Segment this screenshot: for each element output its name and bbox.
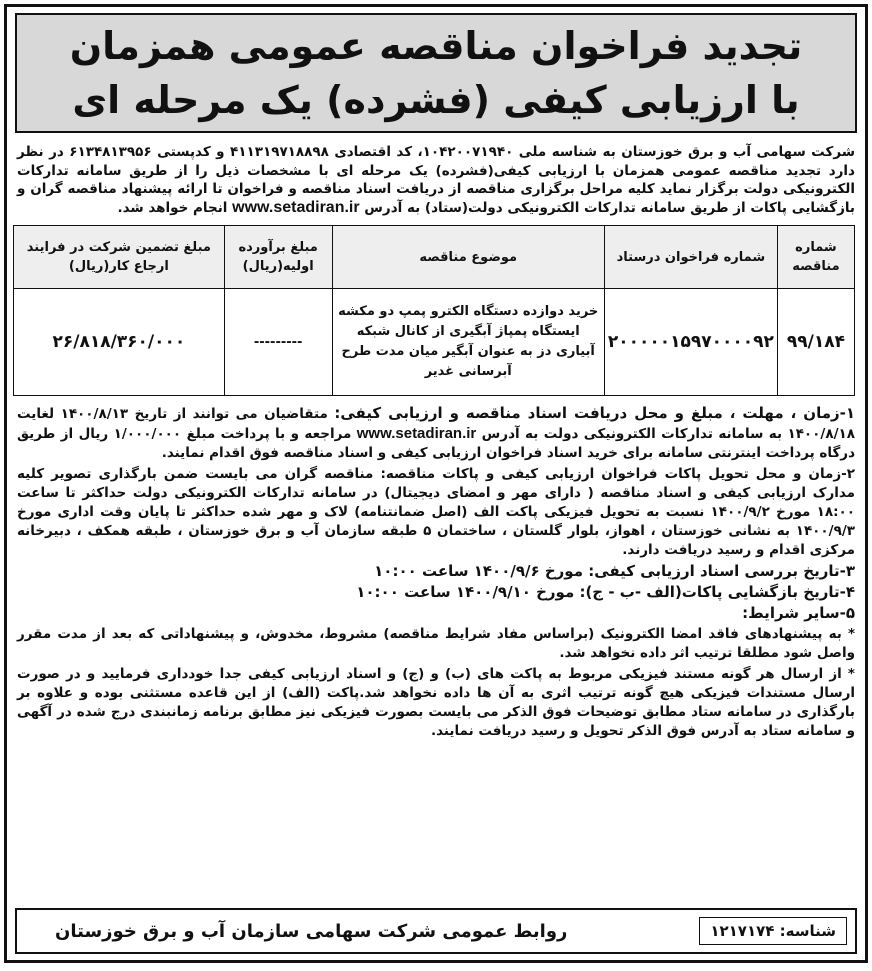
headline-banner [15,13,857,133]
section-1-heading: ۱-زمان ، مهلت ، مبلغ و محل دریافت اسناد مناقصه و ارزیابی کیفی: [334,404,856,422]
intro-paragraph [17,143,855,217]
section-1-tail: مراجعه و با پرداخت مبلغ ۱/۰۰۰/۰۰۰ ریال از طریق درگاه پرداخت اینترنتی سامانه برای خرید اسناد فراخوان ارزیابی کیفی و اسناد مناقصه فوق اقدام نمایند. [17,426,855,461]
section-2: ۲-زمان و محل تحویل پاکات فراخوان ارزیابی کیفی و پاکات مناقصه: مناقصه گران می بایست ضمن بارگذاری تصویر کلیه مدارک ارزیابی کیفی و اسناد مناقصه ( دارای مهر و امضای دیجیتال) در سامانه تدارکات الکترونیکی دولت حداکثر تا ساعت ۱۸:۰۰ مورخ ۱۴۰۰/۹/۲ نسبت به تحویل فیزیکی پاکت الف (اصل ضمانتنامه) لاک و مهر شده حداکثر تا پایان وقت اداری مورخ ۱۴۰۰/۹/۳ به نشانی خوزستان ، اهواز، بلوار گلستان ، ساختمان ۵ طبقه سازمان آب و برق خوزستان ، طبقه همکف ، دبیرخانه مرکزی اقدام و رسید دریافت دارند. [17,466,856,558]
header-estimate: مبلغ برآورده اولیه(ریال) [224,226,332,289]
intro-text: شرکت سهامی آب و برق خوزستان به شناسه ملی ۱۰۴۲۰۰۷۱۹۴۰، کد اقتصادی ۴۱۱۳۱۹۷۱۸۸۹۸ و کدپستی ۶۱۳۴۸۱۳۹۵۶ در نظر دارد تجدید مناقصه عمومی همزمان با ارزیابی کیفی(فشرده) یک مرحله ای با مشخصات ذیل را از طریق سامانه تدارکات الکترونیکی دولت برگزار نماید کلیه مراحل برگزاری مناقصه از دریافت اسناد مناقصه و فراخوان تا ارائه پیشنهاد مناقصه گران و بازگشایی پاکات از طریق سامانه تدارکات الکترونیکی دولت(ستاد) به آدرس [17,144,856,216]
footer [15,908,857,954]
section-5: ۵-سایر شرایط: [742,604,855,622]
section-1-body: متقاضیان می توانند از تاریخ ۱۴۰۰/۸/۱۳ لغایت ۱۴۰۰/۸/۱۸ به سامانه تدارکات الکترونیکی دولت به آدرس [17,406,855,442]
intro-end: انجام خواهد شد. [117,199,228,216]
header-tender-no: شماره مناقصه [777,226,854,289]
condition-bullet-2: * از ارسال هر گونه مستند فیزیکی مربوط به پاکت های (ب) و (ج) و اسناد ارزیابی کیفی جدا خودداری فرمایید و در صورت ارسال مستندات فیزیکی هیچ گونه ترتیب اثری به آن ها داده نخواهد شد.پاکت (الف) از این قاعده مستثنی بوده و علاوه بر بارگذاری در سامانه ستاد مطابق توضیحات فوق الذکر می بایست بصورت فیزیکی نیز مطابق برنامه زمانبندی درج شده در آگهی و سامانه ستاد به آدرس فوق الذکر تحویل و رسید دریافت نمایند. [17,666,855,739]
cell-tender-no: ۹۹/۱۸۴ [777,289,854,396]
header-subject: موضوع مناقصه [332,226,604,289]
publisher-name: روابط عمومی شرکت سهامی سازمان آب و برق خوزستان [55,920,568,942]
header-guarantee: مبلغ تضمین شرکت در فرایند ارجاع کار(ریال) [14,226,225,289]
notice-id: شناسه: ۱۲۱۷۱۷۴ [699,917,847,945]
headline-line-1: تجدید فراخوان مناقصه عمومی همزمان [69,24,803,68]
tender-table [13,225,855,396]
section-1 [17,404,855,463]
cell-guarantee: ۲۶/۸۱۸/۳۶۰/۰۰۰ [14,289,225,396]
intro-website: www.setadiran.ir [232,198,360,216]
table-header-row [14,226,855,289]
header-call-no: شماره فراخوان درستاد [604,226,777,289]
cell-estimate: --------- [224,289,332,396]
condition-bullet-1: * به پیشنهادهای فاقد امضا الکترونیک (براساس مفاد شرایط مناقصه) مشروط، مخدوش، و پیشنهاداتی که بعد از مدت مقرر واصل شود مطلقا ترتیب اثر داده نخواهد شد. [17,626,855,661]
headline-line-2: با ارزیابی کیفی (فشرده) یک مرحله ای [72,78,800,122]
section-3: ۳-تاریخ بررسی اسناد ارزیابی کیفی: مورخ ۱۴۰۰/۹/۶ ساعت ۱۰:۰۰ [374,562,855,580]
cell-subject: خرید دوازده دستگاه الکترو پمپ دو مکشه ایستگاه پمپاژ آبگیری از کانال شبکه آبیاری دز به عنوان آبگیر میان مدت طرح آبرسانی غدیر [332,289,604,396]
section-1-website: www.setadiran.ir [356,425,477,442]
table-row [14,289,855,396]
conditions [17,404,855,741]
tender-notice [4,4,868,963]
section-4: ۴-تاریخ بازگشایی پاکات(الف -ب - ج): مورخ ۱۴۰۰/۹/۱۰ ساعت ۱۰:۰۰ [356,583,855,601]
cell-call-no: ۲۰۰۰۰۰۱۵۹۷۰۰۰۰۹۲ [604,289,777,396]
